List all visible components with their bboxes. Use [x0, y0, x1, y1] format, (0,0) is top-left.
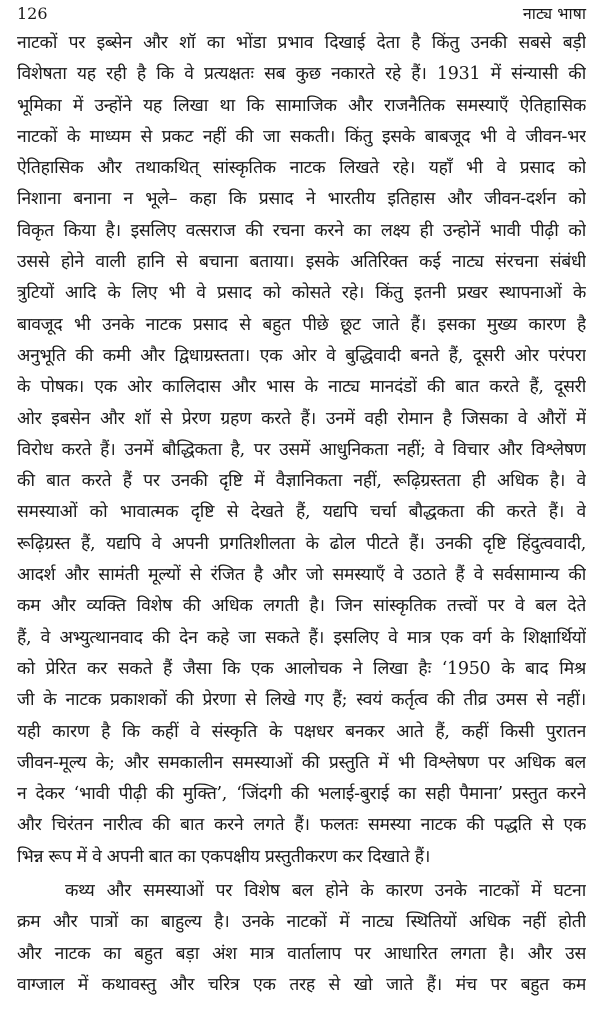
running-title: नाट्य भाषा [522, 4, 586, 23]
text-line: कथ्य और समस्याओं पर विशेष बल होने के कारण उनके नाटकों में घटना [65, 881, 586, 902]
text-line: बावजूद भी उनके नाटक प्रसाद से बहुत पीछे छूट जाते हैं। इसका मुख्य कारण है [17, 314, 586, 335]
text-line: के पोषक। एक ओर कालिदास और भास के नाट्य मानदंडों की बात करते हैं, दूसरी [17, 377, 586, 398]
text-line: रूढ़िग्रस्त हैं, यद्यपि वे अपनी प्रगतिशीलता के ढोल पीटते हैं। उनकी दृष्टि हिंदुत्ववादी, [17, 533, 586, 554]
text-line: क्रम और पात्रों का बाहुल्य है। उनके नाटकों में नाट्य स्थितियों अधिक नहीं होती [17, 912, 586, 933]
text-line: निशाना बनाना न भूले– कहा कि प्रसाद ने भारतीय इतिहास और जीवन-दर्शन को [17, 189, 586, 210]
text-line: विरोध करते हैं। उनमें बौद्धिकता है, पर उसमें आधुनिकता नहीं; वे विचार और विश्लेषण [17, 439, 586, 460]
text-line: ओर इबसेन और शॉ से प्रेरण ग्रहण करते हैं। उनमें वही रोमान है जिसका वे औरों में [17, 408, 586, 429]
text-line: को प्रेरित कर सकते हैं जैसा कि एक आलोचक ने लिखा हैः ‘1950 के बाद मिश्र [17, 658, 586, 679]
text-line: वाग्जाल में कथावस्तु और चरित्र एक तरह से खो जाते हैं। मंच पर बहुत कम [17, 974, 586, 995]
text-line: उससे होने वाली हानि से बचाना बताया। इसके अतिरिक्त कई नाट्य संरचना संबंधी [17, 252, 586, 273]
text-line: त्रुटियों आदि के लिए भी वे प्रसाद को कोसते रहे। किंतु इतनी प्रखर स्थापनाओं के [17, 283, 586, 304]
text-line: ऐतिहासिक और तथाकथित् सांस्कृतिक नाटक लिखते रहे। यहाँ भी वे प्रसाद को [17, 158, 586, 179]
page-header [17, 0, 586, 26]
page-number: 126 [17, 3, 48, 23]
text-line: भिन्न रूप में वे अपनी बात का एकपक्षीय प्रस्तुतीकरण कर दिखाते हैं। [17, 846, 431, 867]
text-line: भूमिका में उन्होंने यह लिखा था कि सामाजिक और राजनैतिक समस्याएँ ऐतिहासिक [17, 95, 586, 116]
text-line: हैं, वे अभ्युत्थानवाद की देन कहे जा सकते हैं। इसलिए वे मात्र एक वर्ग के शिक्षार्थियों [17, 627, 586, 648]
text-line: विशेषता यह रही है कि वे प्रत्यक्षतः सब कुछ नकारते रहे हैं। 1931 में संन्यासी की [17, 64, 586, 85]
text-line: न देकर ‘भावी पीढ़ी की मुक्ति’, ‘जिंदगी की भलाई-बुराई का सही पैमाना’ प्रस्तुत करने [17, 784, 586, 805]
text-line: समस्याओं को भावात्मक दृष्टि से देखते हैं, यद्यपि चर्चा बौद्धकता की करते हैं। वे [17, 502, 586, 523]
text-line: अनुभूति की कमी और द्विधाग्रस्तता। एक ओर वे बुद्धिवादी बनते हैं, दूसरी ओर परंपरा [17, 345, 586, 366]
text-line: जीवन-मूल्य के; और समकालीन समस्याओं की प्रस्तुति में भी विश्लेषण पर अधिक बल [17, 752, 586, 773]
text-line: नाटकों पर इब्सेन और शॉ का भोंडा प्रभाव दिखाई देता है किंतु उनकी सबसे बड़ी [17, 33, 586, 53]
text-line: आदर्श और सामंती मूल्यों से रंजित है और जो समस्याएँ वे उठाते हैं वे सर्वसामान्य की [17, 565, 586, 586]
text-line: कम और व्यक्ति विशेष की अधिक लगती है। जिन सांस्कृतिक तत्त्वों पर वे बल देते [17, 596, 586, 617]
paragraph-2 [17, 876, 586, 1001]
text-line: विकृत किया है। इसलिए वत्सराज की रचना करने का लक्ष्य ही उन्होनें भावी पीढ़ी को [17, 220, 586, 241]
page-body [17, 28, 586, 1001]
text-line: और चिरंतन नारीत्व की बात करने लगते हैं। फलतः समस्या नाटक की पद्धति से एक [17, 815, 586, 836]
paragraph-1 [17, 28, 586, 873]
text-line: नाटकों के माध्यम से प्रकट नहीं की जा सकती। किंतु इसके बाबजूद भी वे जीवन-भर [17, 126, 586, 147]
text-line: की बात करते हैं पर उनकी दृष्टि में वैज्ञानिकता नहीं, रूढ़िग्रस्तता ही अधिक है। वे [17, 471, 586, 492]
text-line: और नाटक का बहुत बड़ा अंश मात्र वार्तालाप पर आधारित लगता है। और उस [17, 943, 586, 964]
text-line: जी के नाटक प्रकाशकों की प्रेरणा से लिखे गए हैं; स्वयं कर्तृत्व की तीव्र उमस से नहीं। [17, 690, 586, 711]
text-line: यही कारण है कि कहीं वे संस्कृति के पक्षधर बनकर आते हैं, कहीं किसी पुरातन [17, 721, 586, 742]
